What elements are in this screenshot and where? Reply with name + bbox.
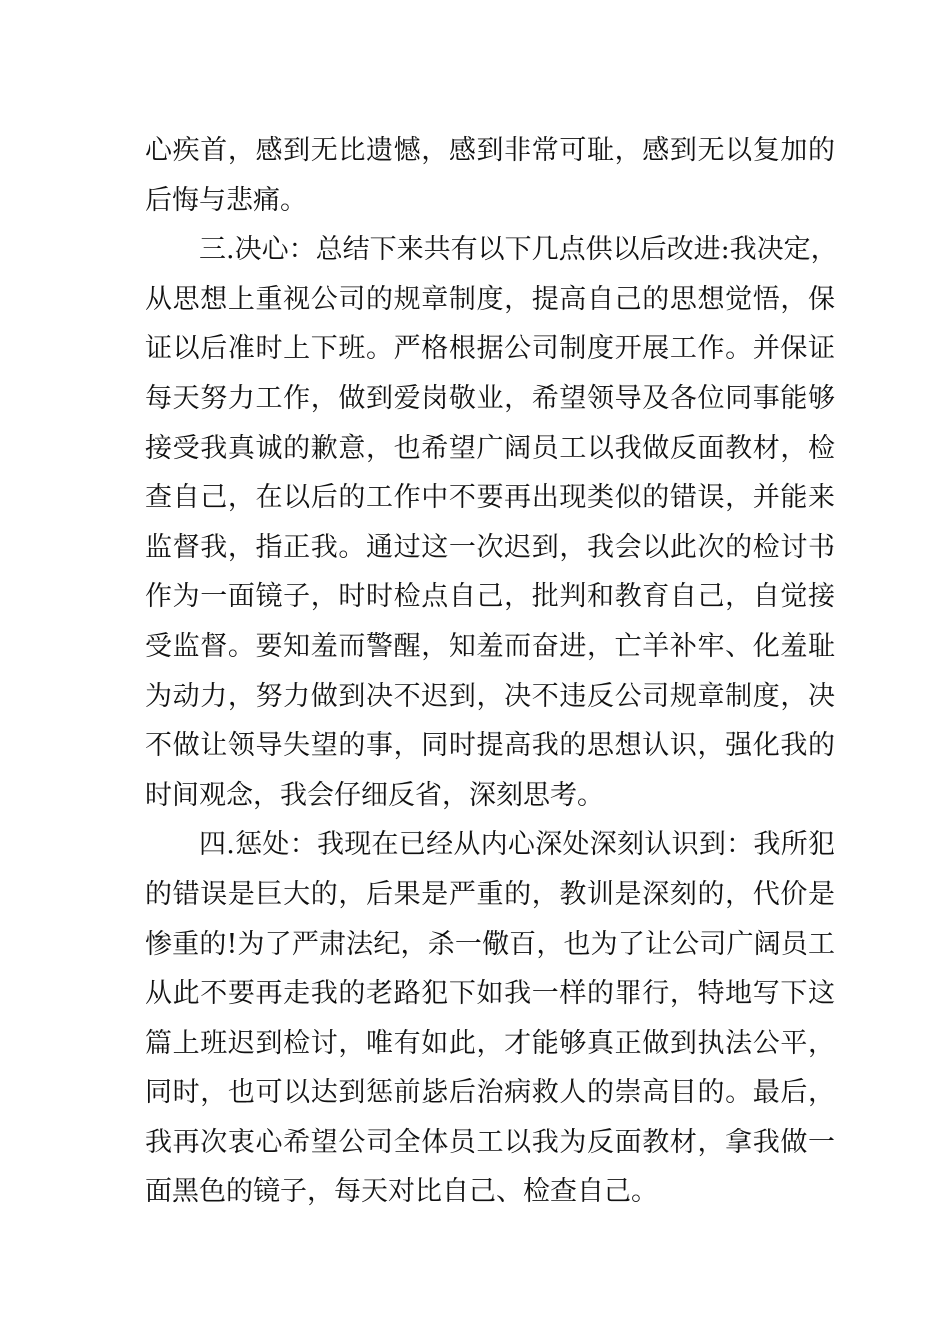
document-line: 三.决心：总结下来共有以下几点供以后改进:我决定， xyxy=(199,234,838,266)
document-line: 的错误是巨大的，后果是严重的，教训是深刻的，代价是 xyxy=(145,878,835,910)
document-line: 我再次衷心希望公司全体员工以我为反面教材，拿我做一 xyxy=(145,1126,835,1158)
document-line: 作为一面镜子，时时检点自己，批判和教育自己，自觉接 xyxy=(145,581,835,613)
document-body xyxy=(145,126,838,1217)
document-line: 为动力，努力做到决不迟到，决不违反公司规章制度，决 xyxy=(145,680,835,712)
document-line: 查自己，在以后的工作中不要再出现类似的错误，并能来 xyxy=(145,482,835,514)
document-line: 受监督。要知羞而警醒，知羞而奋进，亡羊补牢、化羞耻 xyxy=(145,630,835,662)
document-line: 从思想上重视公司的规章制度，提高自己的思想觉悟，保 xyxy=(145,283,835,315)
document-line: 面黑色的镜子，每天对比自己、检查自己。 xyxy=(145,1176,658,1208)
document-line: 后悔与悲痛。 xyxy=(145,184,307,216)
document-line: 每天努力工作，做到爱岗敬业，希望领导及各位同事能够 xyxy=(145,382,835,414)
document-line: 惨重的!为了严肃法纪，杀一儆百，也为了让公司广阔员工 xyxy=(145,928,835,960)
document-line: 四.惩处：我现在已经从内心深处深刻认识到：我所犯 xyxy=(199,829,835,861)
document-line: 证以后准时上下班。严格根据公司制度开展工作。并保证 xyxy=(145,333,835,365)
document-line: 接受我真诚的歉意，也希望广阔员工以我做反面教材，检 xyxy=(145,432,835,464)
document-line: 篇上班迟到检讨，唯有如此，才能够真正做到执法公平， xyxy=(145,1027,835,1059)
document-line: 不做让领导失望的事，同时提高我的思想认识，强化我的 xyxy=(145,730,835,762)
document-line: 时间观念，我会仔细反省，深刻思考。 xyxy=(145,779,604,811)
document-line: 心疾首，感到无比遗憾，感到非常可耻，感到无以复加的 xyxy=(145,135,835,166)
document-line: 从此不要再走我的老路犯下如我一样的罪行，特地写下这 xyxy=(145,978,835,1010)
document-line: 同时，也可以达到惩前毖后治病救人的崇高目的。最后， xyxy=(145,1077,835,1109)
document-line: 监督我，指正我。通过这一次迟到，我会以此次的检讨书 xyxy=(145,531,835,563)
